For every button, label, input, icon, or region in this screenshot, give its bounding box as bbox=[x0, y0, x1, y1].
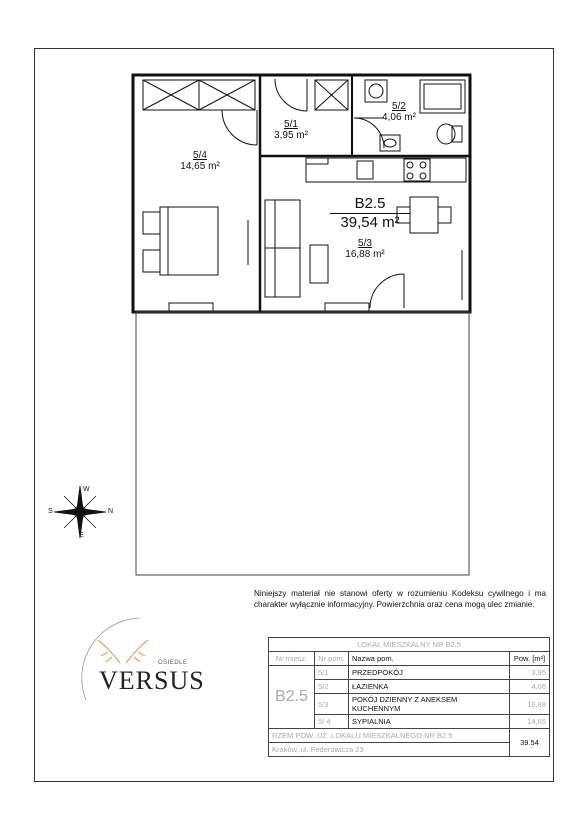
disclaimer-text: Niniejszy materiał nie stanowi oferty w rozumieniu Kodeksu cywilnego i ma charakter wyłącznie informacyjny. Powierzchnia oraz cena mogą ulec zmianie. bbox=[254, 589, 546, 609]
legend-col-area: Pow. [m²] bbox=[510, 652, 550, 666]
logo-text: VERSUS bbox=[99, 666, 205, 695]
compass-e: E bbox=[79, 532, 84, 539]
legend-cell: POKÓJ DZIENNY Z ANEKSEM KUCHENNYM bbox=[349, 694, 510, 715]
logo-subtitle: OSIEDLE bbox=[158, 660, 188, 666]
legend-footer-total-label: RZEM POW. UŻ. LOKALU MIESZKALNEGO NR B2.5 bbox=[269, 729, 510, 743]
room-label-bedroom: 5/4 14,65 m² bbox=[180, 150, 220, 172]
compass-rose-icon bbox=[54, 486, 106, 538]
legend-cell: PRZEDPOKÓJ bbox=[349, 666, 510, 680]
legend-cell: ŁAZIENKA bbox=[349, 680, 510, 694]
room-label-hall: 5/1 3,95 m² bbox=[274, 119, 308, 141]
legend-cell: 5/3 bbox=[315, 694, 349, 715]
legend-cell: 16,88 bbox=[510, 694, 550, 715]
room-label-bathroom: 5/2 4,06 m² bbox=[382, 101, 416, 123]
legend-footer-address: Kraków, ul. Federowicza 23 bbox=[269, 743, 510, 757]
legend-cell: 5/ 4 bbox=[315, 715, 349, 729]
legend-cell: 5/1 bbox=[315, 666, 349, 680]
legend-col-name: Nazwa pom. bbox=[349, 652, 510, 666]
unit-code-box: B2.5 39,54 m² bbox=[330, 195, 410, 231]
room-legend-table bbox=[268, 637, 550, 757]
compass-w: W bbox=[83, 486, 90, 493]
legend-cell: SYPIALNIA bbox=[349, 715, 510, 729]
garden-area bbox=[136, 312, 469, 575]
compass-s: S bbox=[48, 508, 53, 515]
legend-col-room: Nr pom. bbox=[315, 652, 349, 666]
room-label-living: 5/3 16,88 m² bbox=[345, 238, 385, 260]
legend-col-unit: Nr miesz. bbox=[269, 652, 315, 666]
legend-cell: 3,95 bbox=[510, 666, 550, 680]
legend-cell: 4,06 bbox=[510, 680, 550, 694]
legend-cell: 5/2 bbox=[315, 680, 349, 694]
legend-cell: 14,65 bbox=[510, 715, 550, 729]
table-row bbox=[269, 666, 550, 680]
legend-total: 39.54 bbox=[510, 729, 550, 757]
legend-unit-code: B2.5 bbox=[269, 666, 315, 729]
compass-n: N bbox=[108, 508, 114, 515]
legend-title: LOKAL MIESZKALNY NR B2.5 bbox=[269, 638, 550, 652]
